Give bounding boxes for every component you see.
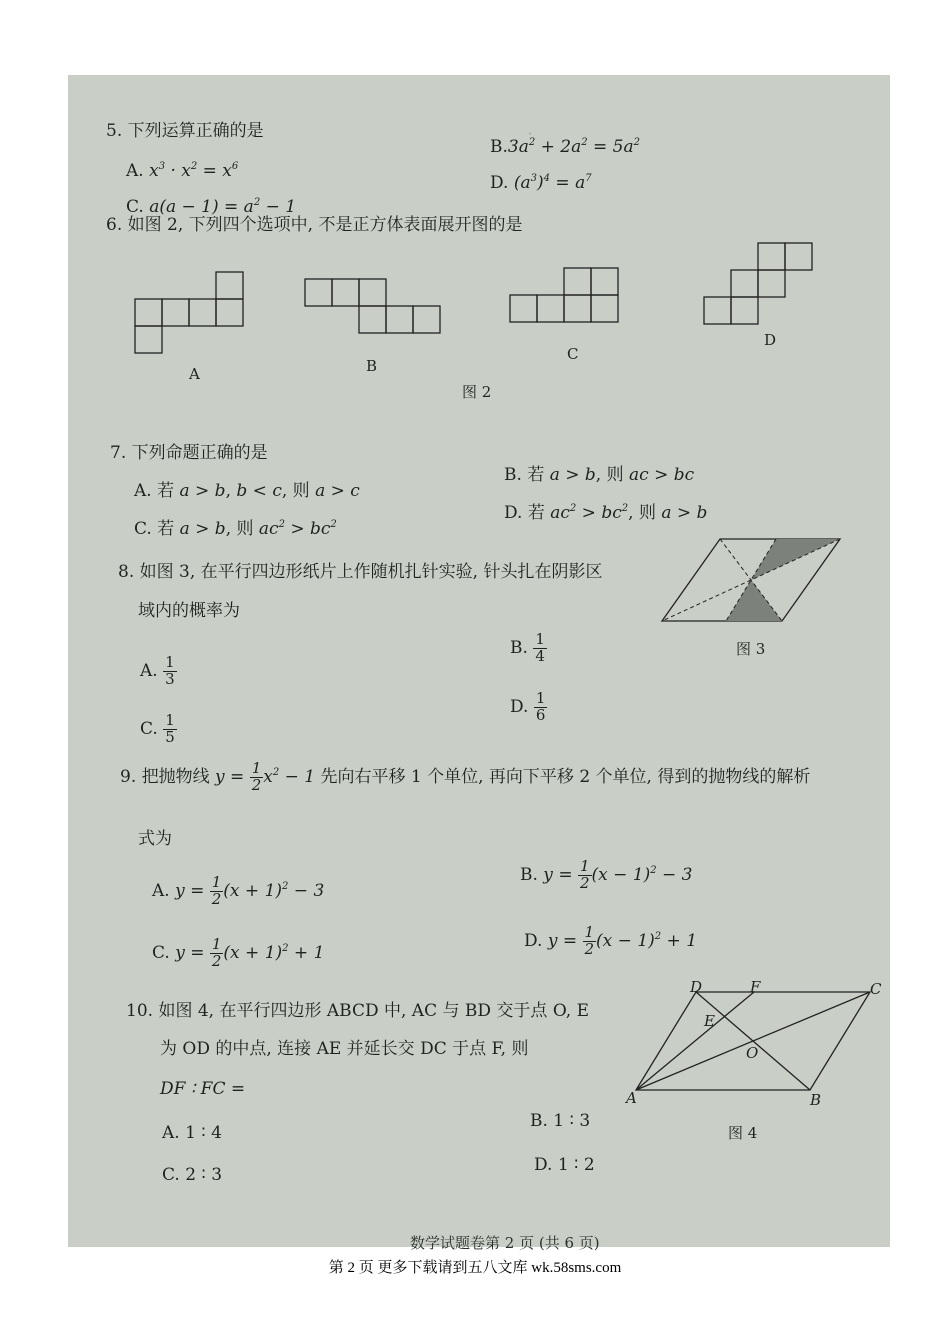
q10-stem-line3: DF ∶ FC = — [160, 1079, 246, 1099]
q5-d-label: D. — [490, 173, 509, 193]
q5-option-d — [490, 175, 592, 192]
q7-option-d: D. 若 $ac^2 > bc^2$, 则 a > b — [504, 503, 708, 523]
q8-option-d — [510, 691, 547, 724]
q8-b-fraction: $\frac{1}{4}$ — [535, 630, 545, 665]
q8-parallelogram-figure — [656, 527, 856, 637]
q10-label-f: F — [750, 978, 761, 996]
q7-b-label: B. — [504, 465, 522, 485]
q10-option-d: D. 1 ∶ 2 — [534, 1155, 595, 1175]
q7-d-if: 若 — [527, 503, 545, 523]
q7-option-c: C. 若 a > b, 则 $ac^2 > bc^2$ — [134, 519, 337, 539]
q9-a-label: A. — [152, 880, 170, 901]
q8-option-a — [140, 655, 177, 688]
q5-c-expr: $a(a - 1) = a^2 - 1$ — [149, 197, 297, 217]
q6-label-b: B — [366, 357, 378, 375]
q10-label-b: B — [810, 1091, 822, 1109]
q10-label-d: D — [690, 978, 703, 996]
q7-option-a: A. 若 a > b, b < c, 则 a > c — [134, 481, 360, 501]
q5-b-expr: $3a^2 + 2a^2 = 5a^2$ — [507, 137, 641, 157]
q9-option-a: A. y = $\frac{1}{2}$ $(x + 1)^2 - 3$ — [152, 873, 325, 908]
q7-b-if: 若 — [527, 465, 545, 485]
q7-stem: 7. 下列命题正确的是 — [110, 443, 268, 463]
q8-a-label: A. — [140, 660, 158, 681]
q10-stem-line2: 为 OD 的中点, 连接 AE 并延长交 DC 于点 F, 则 — [160, 1039, 529, 1059]
exam-page — [68, 75, 890, 1247]
q7-d-label: D. — [504, 503, 523, 523]
q9-stem-line2: 式为 — [138, 829, 172, 849]
q5-d-expr: $(a^3)^4 = a^7$ — [513, 173, 592, 193]
q8-stem-line1: 8. 如图 3, 在平行四边形纸片上作随机扎针实验, 针头扎在阴影区 — [118, 562, 603, 582]
q9-b-label: B. — [520, 864, 538, 885]
shaded-region-bottom — [726, 580, 782, 621]
q7-option-b: B. 若 a > b, 则 ac > bc — [504, 465, 695, 485]
q9-option-d: D. y = $\frac{1}{2}$ $(x - 1)^2 + 1$ — [524, 923, 698, 958]
q5-b-label: B. — [490, 137, 508, 157]
q7-a-if: 若 — [157, 481, 175, 501]
q6-label-a: A — [189, 365, 200, 383]
q6-label-d: D — [764, 331, 777, 349]
q8-figure-caption: 图 3 — [736, 640, 766, 658]
q8-c-label: C. — [140, 718, 158, 739]
q9-stem-pre: 9. 把抛物线 — [120, 766, 210, 787]
q10-label-o: O — [746, 1044, 759, 1062]
q7-b-then: 则 — [606, 465, 624, 485]
net-a — [135, 272, 243, 353]
q5-option-a — [126, 163, 238, 180]
q5-option-b — [490, 139, 640, 156]
q10-option-b: B. 1 ∶ 3 — [530, 1111, 591, 1131]
q9-parabola: y = $\frac{1}{2}$ $x^2 - 1$ — [215, 759, 316, 794]
q9-option-b: B. y = $\frac{1}{2}$ $(x - 1)^2 - 3$ — [520, 857, 693, 892]
bleed-through-text: · — [528, 127, 533, 142]
q10-stem-line1: 10. 如图 4, 在平行四边形 ABCD 中, AC 与 BD 交于点 O, E — [126, 1001, 589, 1021]
net-c — [510, 268, 618, 322]
q8-a-fraction: $\frac{1}{3}$ — [165, 653, 175, 688]
q9-stem-post: 先向右平移 1 个单位, 再向下平移 2 个单位, 得到的抛物线的解析 — [320, 766, 811, 787]
q7-d-then: 则 — [638, 503, 656, 523]
q9-c-label: C. — [152, 942, 170, 963]
q5-c-label: C. — [126, 197, 144, 217]
q7-a-label: A. — [134, 481, 152, 501]
q7-a-then: 则 — [292, 481, 310, 501]
q5-stem: 5. 下列运算正确的是 — [106, 121, 264, 141]
page-number: 数学试题卷第 2 页 (共 6 页) — [410, 1234, 600, 1252]
q8-c-fraction: $\frac{1}{5}$ — [165, 711, 175, 746]
q6-nets-figure — [128, 225, 868, 385]
q7-c-label: C. — [134, 519, 152, 539]
q9-option-c: C. y = $\frac{1}{2}$ $(x + 1)^2 + 1$ — [152, 935, 325, 970]
q8-b-label: B. — [510, 637, 528, 658]
footer-text: 第 2 页 更多下载请到五八文库 wk.58sms.com — [328, 1260, 622, 1276]
q6-figure-caption: 图 2 — [462, 383, 492, 401]
q6-label-c: C — [567, 345, 579, 363]
q5-a-label: A. — [126, 161, 144, 181]
net-d — [704, 243, 812, 324]
q6-stem: 6. 如图 2, 下列四个选项中, 不是正方体表面展开图的是 — [106, 215, 523, 235]
q8-option-b — [510, 632, 547, 665]
q7-c-then: 则 — [236, 519, 254, 539]
q10-option-c: C. 2 ∶ 3 — [162, 1165, 223, 1185]
net-b — [305, 279, 440, 333]
q10-figure-caption: 图 4 — [728, 1124, 758, 1142]
q8-stem-line2: 域内的概率为 — [138, 601, 240, 621]
q9-stem-line1 — [120, 761, 810, 794]
q8-option-c — [140, 713, 177, 746]
q5-a-expr: $x^3 \cdot x^2 = x^6$ — [149, 161, 239, 181]
q9-d-label: D. — [524, 930, 543, 951]
q5-option-c — [126, 199, 296, 216]
q10-label-c: C — [870, 980, 882, 998]
q10-option-a: A. 1 ∶ 4 — [162, 1123, 222, 1143]
q10-label-a: A — [626, 1089, 637, 1107]
q8-d-fraction: $\frac{1}{6}$ — [535, 689, 546, 724]
q8-d-label: D. — [510, 696, 529, 717]
q10-label-e: E — [704, 1012, 715, 1030]
q7-c-if: 若 — [157, 519, 175, 539]
